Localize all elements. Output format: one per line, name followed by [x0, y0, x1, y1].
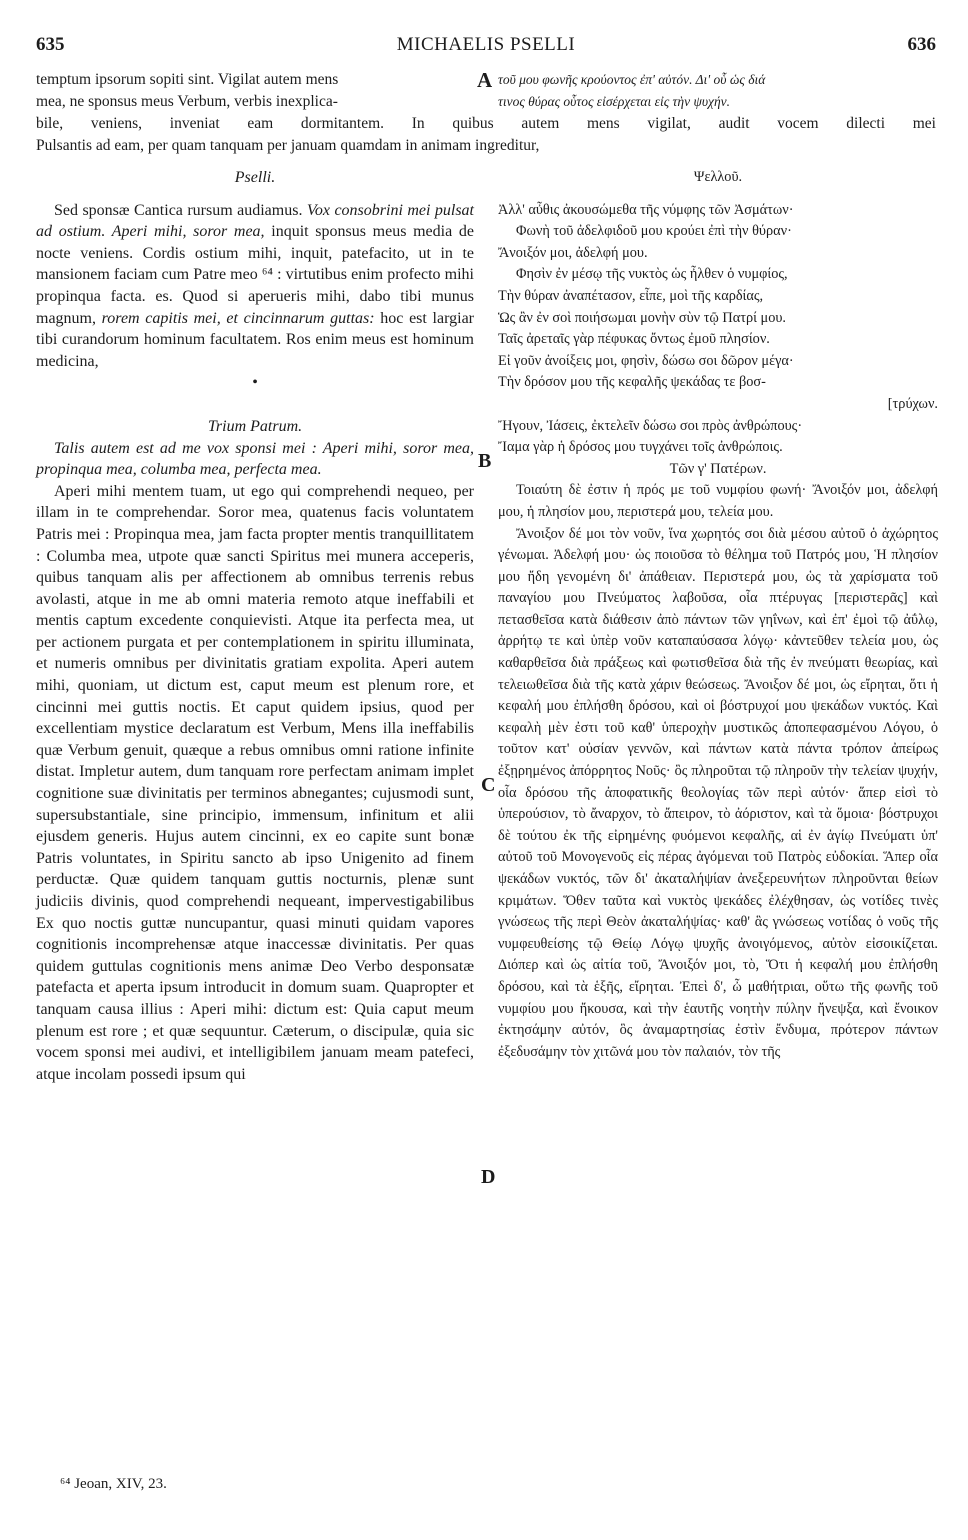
- top-line-3: bile, veniens, inveniat eam dormitantem. In quibus autem mens vigilat, audit vocem dilecti mei: [36, 115, 936, 132]
- verse-line: Εἰ γοῦν ἀνοίξεις μοι, φησὶν, δώσω σοι δῶρον μέγα·: [498, 352, 794, 369]
- verse-line: Ἄνοιξόν μοι, ἀδελφή μου.: [498, 244, 648, 261]
- text: Talis autem est ad me vox sponsi mei : Aperi mihi, soror mea, propinqua mea, columba mea, perfecta mea.: [36, 439, 474, 479]
- top-line-4: Pulsantis ad eam, per quam tanquam per januam quamdam in animam ingreditur,: [36, 137, 540, 154]
- latin-text: temptum ipsorum sopiti sint. Vigilat autem mens: [36, 71, 339, 88]
- text: inquit sponsus meus media de nocte veniens. Cordis ostium mihi, inquit, patefacito, ut in te mansionem faciam cum Patre meo ⁶⁴ : virtutibus enim profecto mihi propinqua facta. es. Quod si aperueris mihi, dabo tibi munus magnum,: [36, 223, 474, 327]
- separator-dot: •: [252, 374, 258, 392]
- verse-line: Ἴαμα γὰρ ἡ δρόσος μου τυγχάνει τοῖς ἀνθρώποις.: [498, 439, 783, 456]
- text: Vox consobrini mei pulsat ad ostium. Aperi mihi, soror mea,: [36, 201, 475, 241]
- text: hoc est largiar tibi curandorum hominum facultatem. Ros enim meus est hominum medicina,: [36, 309, 474, 370]
- latin-paragraph: Aperi mihi mentem tuam, ut ego qui comprehendi nequeo, per illam in te comprehendar. Soror mea, quatenus facis voluntatem Patris mei : Propinqua mea, jam facta propter mentis tranquillitatem : Columba mea, utpote quæ sancti Spiritus mei munera acceperis, quibus tanquam alis per affectionem ab omnibus terrenis rebus avolasti, atque in me ab omni materia remoto atque ineffabili et mentis captum excedente conquievisti. Atque ita perfecta mea, ut per actionem purgata et per contemplationem in spiritu illuminata, et numeris omnibus per divinitatis gratiam expolita. Aperi autem mihi, quoniam, ut dictum est, caput meum est plenum rore, et cincinni mei guttis noctis. Et caput quidem ipsius, quod per excellentiam mystice declaratum est Verbum, Mens illa ineffabilis quæ Verbum genuit, quæque a rebus omnibus omni ratione infinite distat. Impletur autem, dum tanquam rore perfectam animam implet cognitione suæ divinitatis per terminos abnegantes; cujusmodi sunt, supersubstantiale, sine principio, immensum, infinitum et alii ejusdem generis. Hujus autem cincinni, ex eo capite sunt bonæ Patris voluntates, in Spiritu sancto ab ipso Unigenito ad finem perductæ. Quæ quidem tanquam guttis nocturnis, plenæ sunt judiciis divinis, quod comprehendi nequeant, impervestigabilibus Ex quo noctis guttæ nuncupantur, quasi minuti quidam vapores cognitionis incomprehensæ atque inaccessæ divinitatis. Per quas quidem guttulas cognitionis mens animæ Deo Verbo desponsatæ patefacta et aperta ipsum introducit in domum suam. Quapropter et tanquam causa illius : Aperi mihi: dictum est: Quia caput meum plenum est rore ; et quæ sequuntur. Cæterum, o discipulæ, quia sic vocem sponsi mei audivi, et intelligibilem januam meam patefeci, atque incolam possedi ipsum qui: [36, 482, 474, 1083]
- greek-text: τοῦ μου φωνῆς κρούοντος ἐπ' αὐτόν. Δι' οὗ ὡς διά: [498, 72, 766, 87]
- page-number-left: 635: [36, 34, 65, 55]
- verse-line: Φωνὴ τοῦ ἀδελφιδοῦ μου κρούει ἐπὶ τὴν θύραν·: [516, 223, 792, 240]
- page-number-right: 636: [907, 34, 936, 55]
- verse-line: Τὴν θύραν ἀναπέτασον, εἶπε, μοὶ τῆς καρδίας,: [498, 287, 764, 304]
- top-line-2: [36, 91, 936, 113]
- verse-line: Φησὶν ἐν μέσῳ τῆς νυκτὸς ὡς ἦλθεν ὁ νυμφίος,: [516, 266, 788, 283]
- verse-line: Ἤγουν, Ἰάσεις, ἐκτελεῖν δώσω σοι πρὸς ἀνθρώπους·: [498, 417, 803, 434]
- latin-paragraph: [36, 200, 474, 373]
- top-block: [36, 69, 936, 157]
- section-heading: Τῶν γ' Πατέρων.: [669, 460, 767, 477]
- verse-line: Ὡς ἂν ἐν σοὶ ποιήσωμαι μονὴν σὺν τῷ Πατρί μου.: [498, 309, 787, 326]
- text: rorem capitis mei, et cincinnarum guttas:: [101, 309, 375, 327]
- latin-column: [36, 167, 474, 1085]
- margin-marker-c: C: [481, 774, 496, 796]
- greek-paragraph: Τοιαύτη δὲ ἐστιν ἡ πρός με τοῦ νυμφίου φωνή· Ἄνοιξόν μοι, ἀδελφή μου, ἡ πλησίον μου, περιστερά μου, τελεία μου.: [498, 482, 938, 520]
- greek-column: [498, 167, 938, 1063]
- margin-marker-a: A: [477, 68, 493, 92]
- page-header: [36, 34, 936, 64]
- running-title: MICHAELIS PSELLI: [396, 34, 576, 55]
- greek-paragraph: Ἄνοιξον δέ μοι τὸν νοῦν, ἵνα χωρητός σοι διὰ μέσου αὐτοῦ ὁ ἀχώρητος γένωμαι. Ἀδελφή μου· ὡς ποιοῦσα τὸ θέλημα τοῦ Πατρός μου, Ἡ πλησίον μου ἤδη γενομένη δι' ἀπάθειαν. Περιστερά μου, ὡς τὰ χαρίσματα τοῦ παναγίου μου Πνεύματος λαβοῦσα, οἷα πτέρυγας [περιστερᾶς] καὶ πετασθεῖσα κατὰ διάθεσιν ἀπὸ πάντων τῶν γηΐνων, καὶ ἐπ' ἐμοὶ τῷ ἀΰλῳ, ἀρρήτῳ τε καὶ ὑπὲρ νοῦν καταπαύσασα λόγῳ· κἀντεῦθεν τελεία μου, ὡς καθαρθεῖσα διὰ πράξεως καὶ φωτισθεῖσα διὰ τῆς ἐν πνεύματι θεωρίας, καὶ τελειωθεῖσα διὰ τῆς κατὰ χάριν θεώσεως. Ἄνοιξον δέ μοι, ὡς εἴρηται, ὅτι ἡ κεφαλή μου ἐπλήσθη δρόσου, καὶ οἱ βόστρυχοί μου ψεκάδων νυκτός. Καὶ κεφαλὴ μὲν ἐστι τοῦ καθ' ὑπεροχὴν μυστικῶς ἀποπεφασμένου Λόγου, ὁ τοῦτον κατ' οὐσίαν γεννῶν, καὶ πάντων κατὰ πάντα τρόπον ἀπείρως ἐξῃρημένος ἀπόρρητος Νοῦς· ὃς πληροῦται τῷ πληροῦν τὴν τελείαν ψυχήν, οἷα δρόσου τῆς ἀποφατικῆς θεολογίας τῶν περὶ αὐτόν· ἅπερ εἰσὶ τὸ ὑπερούσιον, τὸ ἄναρχον, τὸ ἄπειρον, τὸ ἀόριστον, καὶ τὰ ὅμοια· βόστρυχοι δὲ τούτου ἐκ τῆς εἰρημένης φυόμενοι κεφαλῆς, αἱ ἐν ἁγίῳ Πνεύματι ὑπ' αὐτοῦ τοῦ Μονογενοῦς εἰς πέρας ἀγόμεναι τοῦ Πατρὸς εὐδοκίαι. Ἅπερ οἷα ψεκάδων νυκτός, τῶν δι' ἀκαταλήψίαν ἀνεξερευνήτων πληροῦνται θείων κριμάτων. Ὅθεν ταῦτα καὶ νυκτὸς ψεκάδες ἐλέχθησαν, ὡς νοτίδες τινὲς γνώσεως τῆς περὶ Θεὸν ἀκαταλήψίας· καθ' ἃς γνώσεως νοτίδας ὁ νοῦς τῆς νυμφευθείσης τῷ Θείῳ Λόγῳ ψυχῆς ἀνοιγόμενος, αὐτὸν εἰσοικίζεται. Διόπερ καὶ ὡς αἰτία τοῦ, Ἄνοιξόν μοι, τὸ, Ὅτι ἡ κεφαλή μου ἐπλήσθη δρόσου, καὶ τὰ ἑξῆς, εἴρηται. Ἐπεὶ δ', ὦ μαθήτριαι, οὕτω τῆς φωνῆς τοῦ νυμφίου μου ἤκουσα, καὶ τὴν ἑαυτῆς νοητὴν πύλην ἤνεψξα, καὶ ἔνοικον ἐκτησάμην αὐτόν, ὃς ἀναμαρτησίας ἐστὶν ἔνδυμα, πρότερον πάντων ἐξεδυσάμην τὸν χιτῶνά μου τὸν παλαιόν, τὸν τῆς: [498, 525, 938, 1060]
- margin-marker-d: D: [481, 1166, 496, 1188]
- latin-paragraph: [36, 438, 474, 481]
- footnote: ⁶⁴ Jeoan, XIV, 23.: [60, 1476, 167, 1492]
- top-line-1: [36, 69, 936, 91]
- section-heading: Pselli.: [234, 169, 276, 186]
- margin-marker-b: B: [478, 450, 492, 472]
- text: Sed sponsæ Cantica rursum audiamus.: [54, 201, 307, 219]
- section-heading: Trium Patrum.: [207, 417, 303, 435]
- verse-line: [τρύχων.: [887, 395, 938, 412]
- latin-text: mea, ne sponsus meus Verbum, verbis inexplica-: [36, 93, 338, 110]
- verse-line: Ταῖς ἀρεταῖς γὰρ πέφυκας ὄντως ἐμοῦ πλησίον.: [498, 331, 770, 348]
- section-heading: Ψελλοῦ.: [693, 169, 743, 185]
- verse-line: Τὴν δρόσον μου τῆς κεφαλῆς ψεκάδας τε βοσ-: [498, 374, 766, 391]
- greek-text: τινος θύρας οὗτος εἰσέρχεται εἰς τὴν ψυχήν.: [498, 94, 731, 109]
- verse-line: Ἀλλ' αὖθις ἀκουσώμεθα τῆς νύμφης τῶν Ἀσμάτων·: [498, 201, 794, 218]
